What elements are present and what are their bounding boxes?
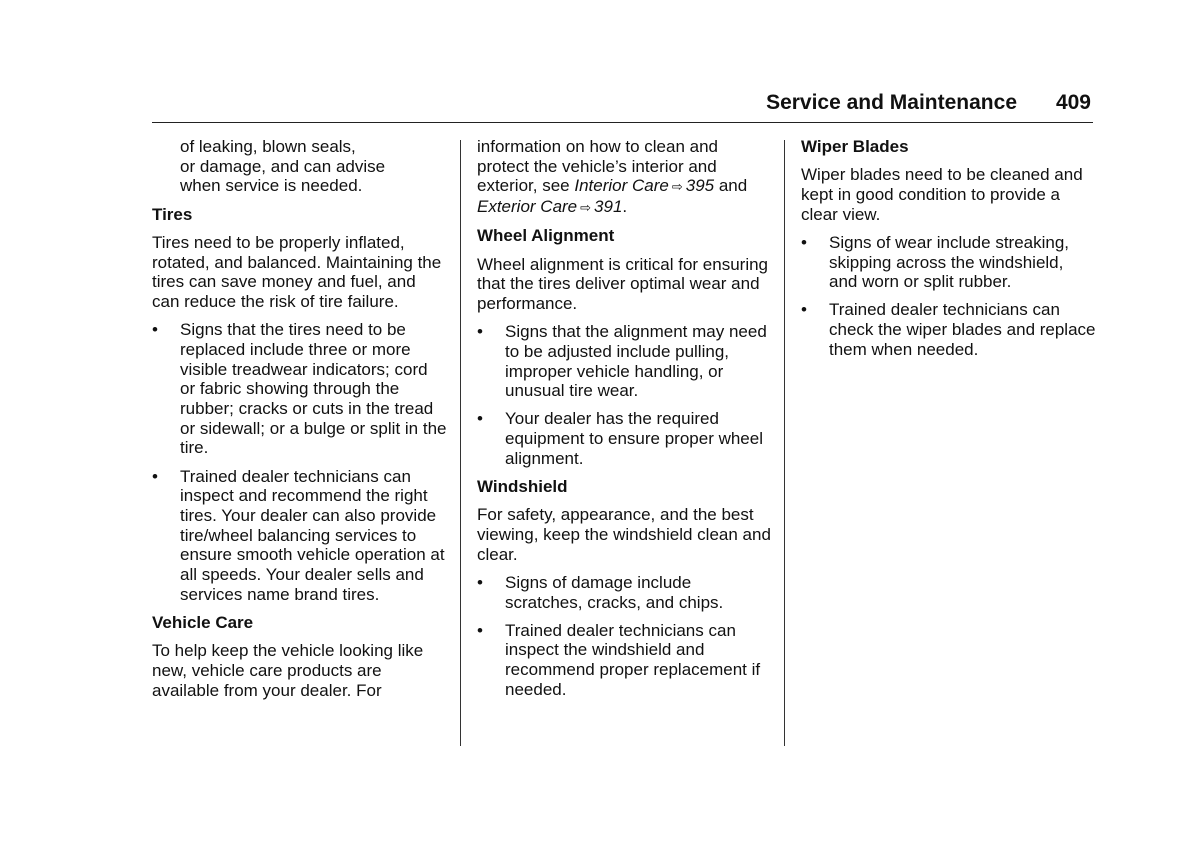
bullet-icon: •	[801, 300, 807, 320]
continued-paragraph: of leaking, blown seals, or damage, and can advise when service is needed.	[180, 137, 386, 196]
list-item-text: Signs that the alignment may need to be adjusted include pulling, improper vehicle handling, or unusual tire wear.	[505, 322, 767, 401]
list-item	[477, 621, 772, 700]
page-header	[152, 88, 1093, 123]
bullet-icon: •	[477, 620, 483, 640]
column-divider	[460, 140, 461, 746]
list-item-text: Trained dealer technicians can inspect and recommend the right tires. Your dealer can also provide tire/wheel balancing services to ensure smooth vehicle operation at all speeds. Your dealer sells and services name brand tires.	[180, 466, 445, 604]
wheel-alignment-heading: Wheel Alignment	[477, 226, 615, 246]
list-item	[477, 322, 772, 401]
list-item	[801, 300, 1096, 359]
section-title: Service and Maintenance	[766, 91, 1017, 114]
list-item	[152, 467, 447, 605]
list-item-text: Signs of damage include scratches, cracks, and chips.	[505, 572, 724, 612]
list-item-text: Trained dealer technicians can inspect the windshield and recommend proper replacement if needed.	[505, 620, 761, 699]
cross-reference-icon: ⇨	[671, 179, 683, 195]
cross-reference-icon: ⇨	[580, 200, 592, 216]
list-item	[801, 233, 1096, 292]
continued-paragraph	[477, 137, 772, 218]
column-1	[152, 137, 447, 709]
bullet-icon: •	[152, 320, 158, 340]
list-item-text: Signs that the tires need to be replaced include three or more visible treadwear indicators; cord or fabric showing through the rubber; cracks or cuts in the tread or sidewall; or a bulge or split in the tire.	[180, 320, 447, 458]
list-item	[477, 409, 772, 468]
list-item-text: Trained dealer technicians can check the wiper blades and replace them when needed.	[829, 300, 1096, 359]
exterior-care-page[interactable]: 391	[594, 197, 623, 217]
bullet-icon: •	[477, 322, 483, 342]
interior-care-page[interactable]: 395	[685, 176, 715, 196]
interior-care-link[interactable]: Interior Care	[574, 176, 669, 196]
period-text: .	[622, 197, 628, 217]
page-number: 409	[1055, 91, 1091, 114]
wiper-blades-heading: Wiper Blades	[801, 137, 909, 156]
list-item	[477, 573, 772, 612]
continued-text: information on how to clean and protect the vehicle’s interior and exterior, see	[477, 137, 718, 196]
bullet-icon: •	[801, 232, 807, 252]
windshield-heading: Windshield	[477, 477, 568, 497]
tires-intro: Tires need to be properly inflated, rotated, and balanced. Maintaining the tires can save money and fuel, and can reduce the risk of tire failure.	[152, 232, 442, 311]
exterior-care-link[interactable]: Exterior Care	[477, 197, 578, 217]
column-3	[801, 137, 1096, 368]
list-item-text: Signs of wear include streaking, skipping across the windshield, and worn or split rubber.	[829, 232, 1070, 292]
wheel-alignment-intro: Wheel alignment is critical for ensuring that the tires deliver optimal wear and performance.	[477, 254, 769, 313]
vehicle-care-intro: To help keep the vehicle looking like new, vehicle care products are available from your dealer. For	[152, 641, 424, 700]
list-item-text: Your dealer has the required equipment to ensure proper wheel alignment.	[505, 409, 763, 468]
vehicle-care-heading: Vehicle Care	[152, 612, 254, 632]
list-item	[152, 320, 447, 458]
column-divider	[784, 140, 785, 746]
tires-heading: Tires	[152, 204, 193, 224]
column-2	[477, 137, 772, 708]
wiper-blades-intro: Wiper blades need to be cleaned and kept in good condition to provide a clear view.	[801, 165, 1083, 224]
bullet-icon: •	[477, 409, 483, 429]
bullet-icon: •	[152, 466, 158, 486]
and-text: and	[718, 176, 748, 196]
bullet-icon: •	[477, 572, 483, 592]
windshield-intro: For safety, appearance, and the best viewing, keep the windshield clean and clear.	[477, 505, 771, 564]
